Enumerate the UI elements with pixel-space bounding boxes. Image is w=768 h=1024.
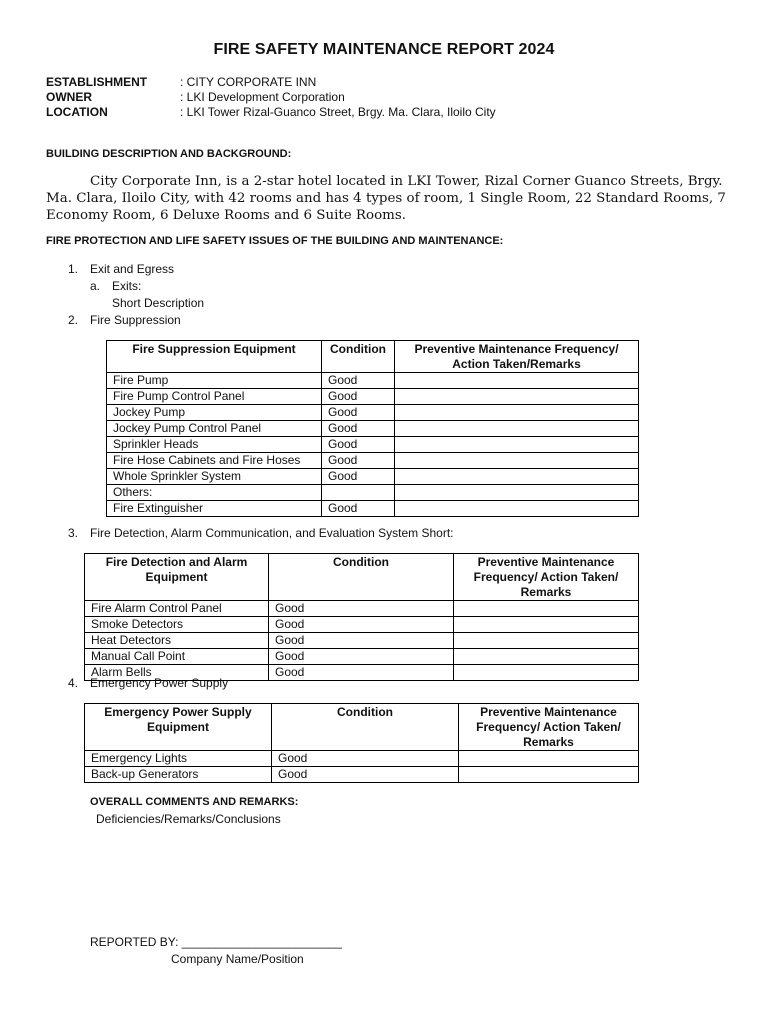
table-header-row — [107, 341, 639, 373]
column-header: Emergency Power Supply Equipment — [85, 704, 272, 751]
equipment-cell: Back-up Generators — [85, 767, 272, 783]
remarks-cell[interactable] — [454, 649, 639, 665]
remarks-cell[interactable] — [395, 469, 639, 485]
equipment-cell: Alarm Bells — [85, 665, 269, 681]
section2-number: 2. — [68, 313, 79, 327]
report-title: FIRE SAFETY MAINTENANCE REPORT 2024 — [213, 41, 555, 58]
column-header: Preventive Maintenance Frequency/ Action Taken/Remarks — [395, 341, 639, 373]
condition-cell: Good — [322, 501, 395, 517]
table-row — [107, 485, 639, 501]
equipment-cell: Fire Alarm Control Panel — [85, 601, 269, 617]
reported-by-line: REPORTED BY: ________________________ — [90, 935, 342, 949]
table-row — [107, 453, 639, 469]
section4-number: 4. — [68, 676, 79, 690]
table-header-row — [85, 704, 639, 751]
info-value: : LKI Tower Rizal-Guanco Street, Brgy. Ma. Clara, Iloilo City — [180, 105, 496, 119]
equipment-cell: Sprinkler Heads — [107, 437, 322, 453]
remarks-cell[interactable] — [459, 751, 639, 767]
emergency-power-table — [84, 703, 639, 783]
table-row — [85, 617, 639, 633]
equipment-cell: Jockey Pump Control Panel — [107, 421, 322, 437]
remarks-cell[interactable] — [395, 389, 639, 405]
condition-cell: Good — [322, 373, 395, 389]
building-description: City Corporate Inn, is a 2-star hotel located in LKI Tower, Rizal Corner Guanco Streets, Brgy. Ma. Clara, Iloilo City, with 42 rooms and has 4 types of room, 1 Single Room, 22 Standard Rooms, 7 Economy Room, 6 Deluxe Rooms and 6 Suite Rooms. — [46, 174, 726, 223]
table-row — [107, 421, 639, 437]
condition-cell: Good — [272, 767, 459, 783]
remarks-cell[interactable] — [395, 421, 639, 437]
remarks-cell[interactable] — [395, 501, 639, 517]
table-row — [107, 501, 639, 517]
table-row — [107, 405, 639, 421]
equipment-cell: Heat Detectors — [85, 633, 269, 649]
section3-label: Fire Detection, Alarm Communication, and Evaluation System Short: — [90, 526, 454, 540]
table-row — [107, 373, 639, 389]
section1a-description: Short Description — [112, 296, 205, 310]
condition-cell: Good — [322, 469, 395, 485]
condition-cell: Good — [322, 421, 395, 437]
table-row — [85, 633, 639, 649]
remarks-cell[interactable] — [454, 633, 639, 649]
company-position-label: Company Name/Position — [171, 952, 304, 966]
equipment-cell: Manual Call Point — [85, 649, 269, 665]
remarks-cell[interactable] — [454, 617, 639, 633]
remarks-cell[interactable] — [454, 665, 639, 681]
equipment-cell: Others: — [107, 485, 322, 501]
info-value: : LKI Development Corporation — [180, 90, 345, 104]
table-row — [107, 469, 639, 485]
remarks-cell[interactable] — [395, 485, 639, 501]
condition-cell: Good — [269, 649, 454, 665]
remarks-cell[interactable] — [395, 405, 639, 421]
equipment-cell: Fire Hose Cabinets and Fire Hoses — [107, 453, 322, 469]
remarks-cell[interactable] — [395, 373, 639, 389]
column-header: Condition — [269, 554, 454, 601]
section2-label: Fire Suppression — [90, 313, 181, 327]
info-value: : CITY CORPORATE INN — [180, 75, 317, 89]
equipment-cell: Smoke Detectors — [85, 617, 269, 633]
condition-cell: Good — [322, 453, 395, 469]
info-label: OWNER — [46, 90, 92, 104]
fire-suppression-table — [106, 340, 639, 517]
table-row — [107, 389, 639, 405]
fire-protection-heading: FIRE PROTECTION AND LIFE SAFETY ISSUES OF THE BUILDING AND MAINTENANCE: — [46, 235, 504, 247]
building-heading: BUILDING DESCRIPTION AND BACKGROUND: — [46, 148, 292, 160]
condition-cell: Good — [322, 437, 395, 453]
table-row — [85, 601, 639, 617]
table-row — [85, 767, 639, 783]
section1a-number: a. — [90, 279, 101, 293]
column-header: Preventive Maintenance Frequency/ Action Taken/ Remarks — [459, 704, 639, 751]
table-row — [107, 437, 639, 453]
table-row — [85, 649, 639, 665]
equipment-cell: Fire Pump — [107, 373, 322, 389]
table-row — [85, 751, 639, 767]
condition-cell: Good — [269, 617, 454, 633]
condition-cell: Good — [322, 405, 395, 421]
remarks-cell[interactable] — [454, 601, 639, 617]
condition-cell: Good — [272, 751, 459, 767]
condition-cell: Good — [322, 389, 395, 405]
section4-label: Emergency Power Supply — [90, 676, 229, 690]
equipment-cell: Emergency Lights — [85, 751, 272, 767]
equipment-cell: Whole Sprinkler System — [107, 469, 322, 485]
condition-cell: Good — [269, 665, 454, 681]
condition-cell — [322, 485, 395, 501]
info-label: ESTABLISHMENT — [46, 75, 148, 89]
fire-detection-table — [84, 553, 639, 681]
column-header: Condition — [272, 704, 459, 751]
overall-comments-text: Deficiencies/Remarks/Conclusions — [96, 812, 281, 826]
equipment-cell: Fire Extinguisher — [107, 501, 322, 517]
remarks-cell[interactable] — [395, 437, 639, 453]
section1-number: 1. — [68, 262, 79, 276]
section1a-label: Exits: — [112, 279, 142, 293]
column-header: Preventive Maintenance Frequency/ Action Taken/ Remarks — [454, 554, 639, 601]
section1-label: Exit and Egress — [90, 262, 175, 276]
equipment-cell: Fire Pump Control Panel — [107, 389, 322, 405]
condition-cell: Good — [269, 633, 454, 649]
info-label: LOCATION — [46, 105, 108, 119]
condition-cell: Good — [269, 601, 454, 617]
section3-number: 3. — [68, 526, 79, 540]
equipment-cell: Jockey Pump — [107, 405, 322, 421]
remarks-cell[interactable] — [459, 767, 639, 783]
column-header: Fire Detection and Alarm Equipment — [85, 554, 269, 601]
remarks-cell[interactable] — [395, 453, 639, 469]
overall-comments-heading: OVERALL COMMENTS AND REMARKS: — [90, 796, 299, 808]
table-header-row — [85, 554, 639, 601]
column-header: Condition — [322, 341, 395, 373]
column-header: Fire Suppression Equipment — [107, 341, 322, 373]
